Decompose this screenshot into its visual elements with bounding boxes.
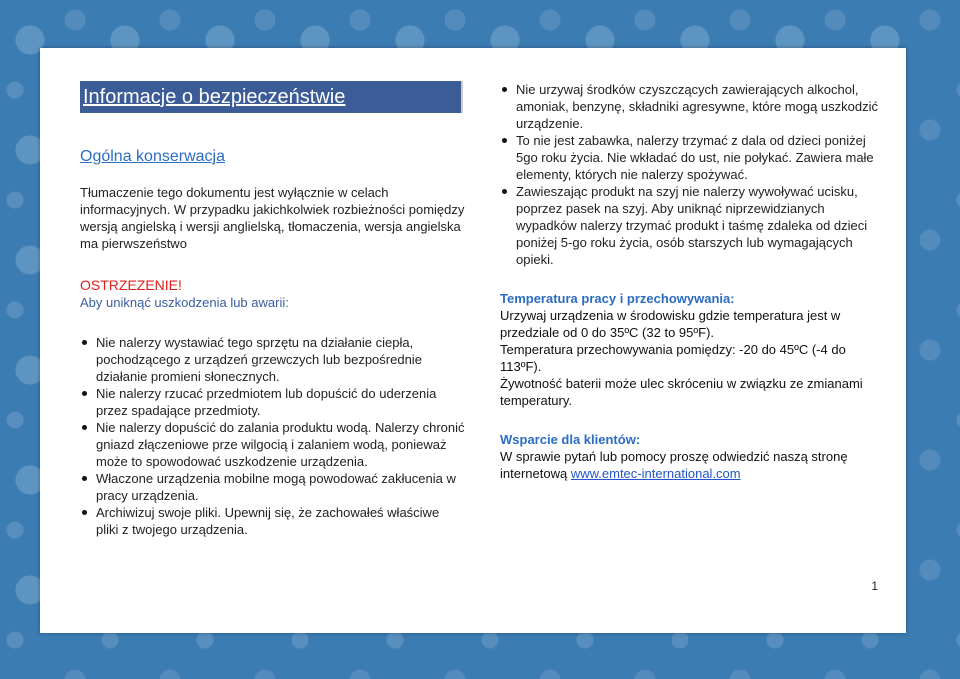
warning-list (80, 334, 465, 538)
temperature-line: Temperatura przechowywania pomiędzy: -20 do 45ºC (-4 do 113ºF). (500, 342, 846, 374)
list-item: Nie urzywaj środków czyszczących zawierających alkochol, amoniak, benzynę, składniki agresywne, które mogą uszkodzić urządzenie. (516, 82, 879, 131)
list-item: To nie jest zabawka, nalerzy trzymać z dala od dzieci poniżej 5go roku życia. Nie wkładać do ust, nie połykać. Zawiera małe elementy, których nie nalerzy spożywać. (516, 132, 880, 183)
document-page (40, 48, 906, 633)
list-item: Nie nalerzy rzucać przedmiotem lub dopuścić do uderzenia przez spadające przedmioty. (96, 385, 465, 419)
support-description: W sprawie pytań lub pomocy proszę odwiedzić naszą stronę internetową (500, 449, 848, 481)
care-list (500, 81, 880, 268)
temperature-line: Urzywaj urządzenia w środowisku gdzie temperatura jest w przedziale od 0 do 35ºC (32 to 95ºF). (500, 308, 841, 340)
list-item: Nie nalerzy dopuścić do zalania produktu wodą. Nalerzy chronić gniazd złączeniowe prze wilgocią i zalaniem wodą, ponieważ może to spowodować uszkodzenie urządzenia. (96, 420, 465, 469)
list-item: Właczone urządzenia mobilne mogą powodować zakłucenia w pracy urządzenia. (96, 470, 465, 504)
temperature-title: Temperatura pracy i przechowywania: (500, 291, 735, 306)
support-section (500, 431, 880, 482)
right-column (500, 81, 880, 482)
page-number: 1 (871, 579, 878, 593)
list-item: Zawieszając produkt na szyj nie nalerzy wywoływać ucisku, poprzez pasek na szyj. Aby uniknąć niprzewidzianych wypadków nalerzy trzymać produkt i taśmę zdaleka od dzieci poniżej 5-go roku życia, osób starszych lub wymagających opieki. (516, 183, 880, 268)
support-text (500, 448, 880, 482)
left-column (80, 81, 465, 538)
warning-title: OSTRZEZENIE! (80, 277, 182, 293)
support-title: Wsparcie dla klientów: (500, 432, 641, 447)
warning-subtitle: Aby uniknąć uszkodzenia lub awarii: (80, 295, 289, 310)
section-subtitle: Ogólna konserwacja (80, 148, 225, 165)
support-link[interactable]: www.emtec-international.com (570, 466, 741, 481)
list-item: Nie nalerzy wystawiać tego sprzętu na działanie ciepła, pochodzącego z urządzeń grzewczych lub bezpośrednie działanie promieni słonecznych. (96, 334, 465, 385)
list-item: Archiwizuj swoje pliki. Upewnij się, że zachowałeś właściwe pliki z twojego urządzenia. (96, 504, 465, 538)
temperature-section (500, 290, 880, 409)
intro-paragraph: Tłumaczenie tego dokumentu jest wyłącznie w celach informacyjnych. W przypadku jakichkolwiek rozbieżności pomiędzy wersją angielską i wersji anglielską, tłomaczenia, wersja angielska ma pierwszeństwo (80, 185, 465, 251)
temperature-line: Żywotność baterii może ulec skróceniu w związku ze zmianami temperatury. (500, 376, 863, 408)
page-title: Informacje o bezpieczeństwie (80, 81, 463, 113)
